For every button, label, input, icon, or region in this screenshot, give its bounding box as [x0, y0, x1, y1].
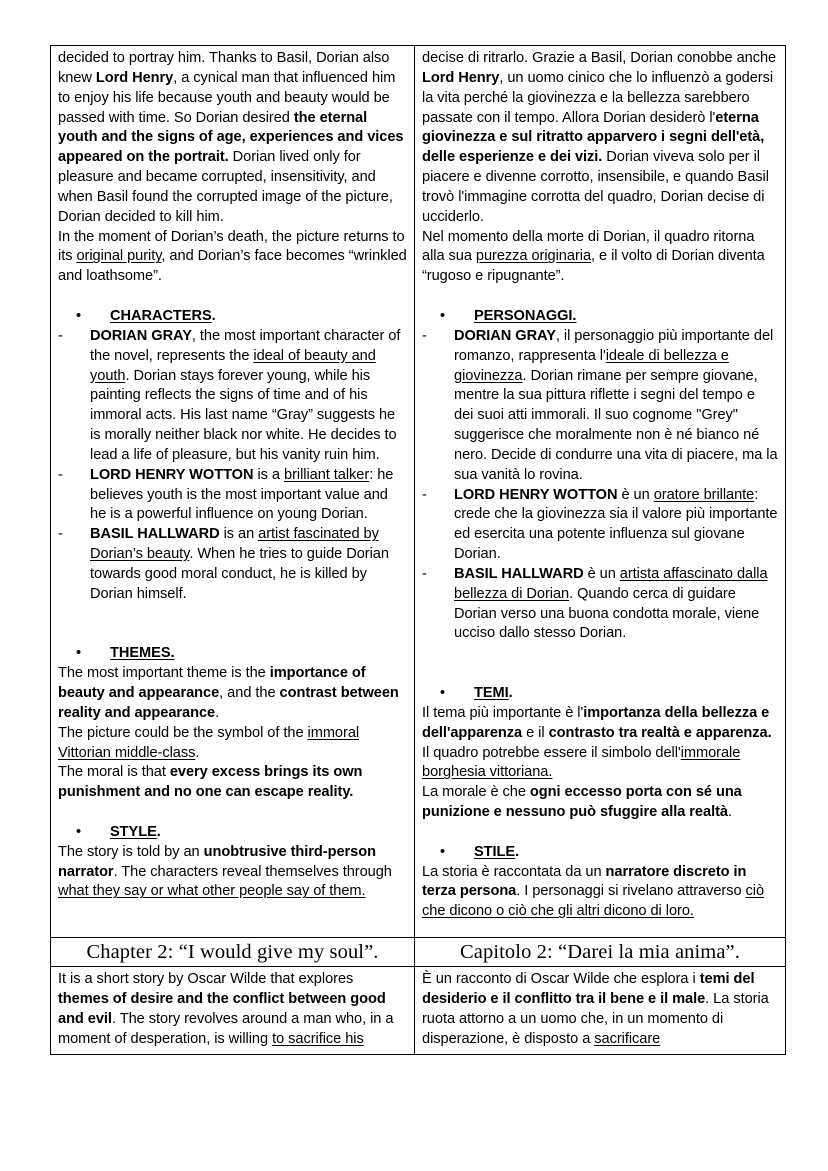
plot-text-2c: , e il volto di Dorian diventa “rugoso e ripugnante”. [422, 248, 765, 285]
characters-heading-period: . [211, 307, 216, 324]
style-paragraph-1 [58, 843, 407, 903]
plot-text-2a: In the moment of Dorian’s death, the picture returns to its [58, 228, 405, 265]
spacer [422, 823, 778, 843]
themes-paragraph-2 [422, 744, 778, 784]
ideal-of-beauty-underline: ideal of beauty and youth [90, 347, 376, 384]
eternal-youth-bold: the eternal youth and the signs of age, experiences and vices appeared on the portrait. [58, 109, 404, 166]
chapter2-text-a: È un racconto di Oscar Wilde che esplora i [422, 971, 700, 988]
eterna-giovinezza-bold: eterna giovinezza e sul ritratto apparvero i segni dell'età, delle esperienze e dei vizi. [422, 109, 765, 166]
ogni-eccesso-bold: ogni eccesso porta con sé una punizione e nessuno può sfuggire alla realtà [422, 784, 742, 821]
plot-text-2a: Nel momento della morte di Dorian, il quadro ritorna alla sua [422, 228, 755, 265]
themes-text-2a: The picture could be the symbol of the [58, 724, 308, 741]
spacer [422, 644, 778, 664]
purezza-originaria-underline: purezza originaria [475, 248, 592, 265]
plot-paragraph-1 [58, 49, 407, 228]
artist-fascinated-underline: artist fascinated by Dorian’s beauty [90, 526, 379, 563]
style-heading-period: . [156, 823, 161, 840]
basil-hallward-text-a: è un [583, 565, 620, 582]
themes-text-2a: Il quadro potrebbe essere il simbolo dell' [422, 744, 681, 761]
bullet-marker-icon: • [440, 685, 446, 701]
themes-paragraph-2 [58, 724, 407, 764]
themes-text-3a: The moral is that [58, 764, 170, 781]
spacer [58, 287, 407, 307]
chapter2-text-a: It is a short story by Oscar Wilde that explores [58, 971, 354, 988]
lord-henry-name: LORD HENRY WOTTON [454, 486, 618, 503]
basil-hallward-text-b: . Quando cerca di guidare Dorian verso una buona condotta morale, viene ucciso dallo stesso Dorian. [454, 585, 760, 642]
artista-affascinato-underline: artista affascinato dalla bellezza di Dorian [454, 565, 768, 602]
plot-text-1a: decise di ritrarlo. Grazie a Basil, Dorian conobbe anche [422, 50, 777, 66]
spacer [422, 664, 778, 684]
bullet-marker-icon: • [440, 843, 446, 860]
stile-heading-period: . [515, 843, 520, 860]
temi-heading-period: . [508, 685, 513, 701]
character-item-lord-henry [422, 486, 778, 565]
themes-section-heading [422, 684, 778, 704]
themes-text-1a: The most important theme is the [58, 665, 270, 682]
chapter2-text-c: . The story revolves around a man who, in a moment of desperation, is willing [58, 1010, 394, 1047]
plot-paragraph-2 [58, 228, 407, 288]
oratore-brillante-underline: oratore brillante [653, 486, 755, 503]
dash-marker-icon: - [422, 486, 427, 503]
sacrificare-underline: sacrificare [594, 1030, 661, 1047]
themes-paragraph-3 [422, 783, 778, 823]
bilingual-comparison-table [50, 45, 786, 1055]
personaggi-heading-text: PERSONAGGI. [474, 307, 577, 324]
dorian-gray-text-b: . Dorian rimane per sempre giovane, mentre la sua pittura riflette i segni del tempo e dei suoi atti immorali. Il suo cognome "Grey" suggerisce che moralmente non è né bianco né nero. Decide di condurre una vita di piacere, ma la sua vanità lo rovina. [454, 367, 778, 483]
character-item-lord-henry [58, 466, 407, 526]
themes-paragraph-1 [58, 664, 407, 724]
importance-beauty-bold: importance of beauty and appearance [58, 665, 366, 701]
lord-henry-text-a: is a [253, 466, 284, 483]
table-cell-italian-chapter2 [415, 967, 786, 1054]
themes-section-heading [58, 644, 407, 664]
narratore-discreto-bold: narratore discreto in terza persona [422, 863, 747, 900]
table-cell-english-chapter2 [51, 967, 415, 1054]
style-text-1c: . I personaggi si rivelano attraverso [516, 883, 746, 900]
themes-text-1c: e il [522, 724, 549, 741]
importanza-bellezza-bold: importanza della bellezza e dell'apparenza [422, 704, 770, 741]
chapter2-text-c: . La storia ruota attorno a un uomo che, in un momento di disperazione, è disposto a [422, 990, 769, 1047]
lord-henry-bold: Lord Henry [95, 69, 174, 86]
lord-henry-text-b: : he believes youth is the most important value and he is a powerful influence on young Dorian. [90, 466, 394, 523]
chapter2-paragraph [422, 970, 778, 1049]
dorian-gray-text-a: , il personaggio più importante del romanzo, rappresenta l' [454, 327, 774, 364]
basil-hallward-name: BASIL HALLWARD [90, 526, 220, 543]
spacer [58, 605, 407, 625]
dash-marker-icon: - [422, 327, 427, 344]
plot-text-1e: Dorian lived only for pleasure and became corrupted, insensitivity, and when Basil found the corrupted image of the picture, Dorian decided to kill him. [58, 149, 393, 225]
plot-text-1c: , a cynical man that influenced him to enjoy his life because youth and beauty would be passed with time. So Dorian desired [58, 69, 396, 126]
dorian-gray-text-b: . Dorian stays forever young, while his painting reflects the signs of time and of his immoral acts. His last name “Gray” suggests he is morally neither black nor white. He decides to lead a life of pleasure, but his vanity ruin him. [90, 367, 397, 463]
lord-henry-text-a: è un [617, 486, 654, 503]
style-section-heading [422, 843, 778, 863]
table-row-chapter-heading [51, 938, 786, 967]
bullet-marker-icon: • [76, 823, 82, 840]
cio-che-dicono-underline: ciò che dicono o ciò che gli altri dicono di loro. [422, 883, 765, 920]
dorian-gray-text-a: , the most important character of the novel, represents the [90, 327, 401, 364]
character-item-dorian-gray [422, 327, 778, 486]
character-item-basil-hallward [58, 525, 407, 604]
chapter-title-english: Chapter 2: “I would give my soul”. [51, 938, 415, 967]
style-section-heading [58, 823, 407, 843]
themes-text-1a: Il tema più importante è l' [422, 704, 584, 721]
stile-heading-text: STILE [474, 843, 516, 860]
table-row-chapter-body [51, 967, 786, 1054]
moral-excess-bold: every excess brings its own punishment and no one can escape reality. [58, 764, 363, 801]
themes-text-1c: , and the [219, 685, 280, 701]
plot-text-1c: , un uomo cinico che lo influenzò a godersi la vita perché la giovinezza e la bellezza sarebbero passate con il tempo. Allora Dorian desiderò l' [422, 69, 774, 126]
english-summary-body [51, 46, 414, 917]
bullet-marker-icon: • [76, 307, 82, 324]
original-purity-underline: original purity [76, 248, 162, 265]
style-text-1a: La storia è raccontata da un [422, 863, 606, 880]
temi-heading-text: TEMI [474, 685, 509, 701]
basil-hallward-name: BASIL HALLWARD [454, 565, 584, 582]
plot-text-1e: Dorian viveva solo per il piacere e divenne corrotto, insensibile, e quando Basil trovò l'immagine corrotta del quadro, Dorian decise di ucciderlo. [422, 149, 769, 225]
brilliant-talker-underline: brilliant talker [284, 466, 370, 483]
spacer [422, 922, 778, 933]
contrasto-realta-bold: contrasto tra realtà e apparenza. [548, 724, 772, 741]
sacrifice-his-underline: to sacrifice his [272, 1030, 364, 1047]
ideale-bellezza-underline: ideale di bellezza e giovinezza [454, 347, 729, 384]
themes-text-2b: . [195, 744, 200, 761]
character-item-basil-hallward [422, 565, 778, 644]
immorale-borghesia-underline: immorale borghesia vittoriana. [422, 744, 741, 781]
characters-section-heading [58, 307, 407, 327]
lord-henry-bold: Lord Henry [422, 69, 500, 86]
character-item-dorian-gray [58, 327, 407, 466]
italian-chapter2-body [415, 967, 785, 1053]
lord-henry-text-b: : crede che la giovinezza sia il valore più importante ed esercita una potente influenza sul giovane Dorian. [454, 486, 778, 563]
spacer [58, 902, 407, 913]
spacer [58, 803, 407, 823]
style-heading-text: STYLE [110, 823, 157, 840]
dash-marker-icon: - [58, 466, 63, 483]
themes-paragraph-1 [422, 704, 778, 744]
style-text-1c: . The characters reveal themselves through [113, 863, 392, 880]
dash-marker-icon: - [422, 565, 427, 582]
themes-text-1e: . [215, 704, 220, 721]
themes-heading-text: THEMES. [110, 645, 175, 662]
dash-marker-icon: - [58, 526, 63, 543]
italian-summary-body [415, 46, 785, 937]
chapter2-paragraph [58, 970, 407, 1049]
dash-marker-icon: - [58, 327, 63, 344]
bullet-marker-icon: • [440, 307, 446, 324]
table-cell-italian-summary [415, 46, 786, 938]
bullet-marker-icon: • [76, 645, 82, 662]
style-text-1a: The story is told by an [58, 843, 204, 860]
spacer [58, 624, 407, 644]
dorian-gray-name: DORIAN GRAY [454, 327, 556, 344]
contrast-reality-bold: contrast between reality and appearance [58, 685, 399, 721]
plot-paragraph-2 [422, 228, 778, 288]
themes-text-3c: . [727, 804, 732, 821]
dorian-gray-name: DORIAN GRAY [90, 327, 192, 344]
plot-text-1a: decided to portray him. Thanks to Basil, Dorian also knew [58, 50, 390, 86]
themes-paragraph-3 [58, 763, 407, 803]
temi-desiderio-bold: temi del desiderio e il conflitto tra il bene e il male [422, 971, 755, 1007]
basil-hallward-text-b: . When he tries to guide Dorian towards good moral conduct, he is killed by Dorian himself. [90, 546, 389, 602]
immoral-victorian-underline: immoral Vittorian middle-class [58, 724, 360, 761]
characters-section-heading [422, 307, 778, 327]
unobtrusive-narrator-bold: unobtrusive third-person narrator [58, 843, 376, 880]
table-cell-english-summary [51, 46, 415, 938]
table-row-summary [51, 46, 786, 938]
spacer [422, 287, 778, 307]
english-chapter2-body [51, 967, 414, 1053]
lord-henry-name: LORD HENRY WOTTON [90, 466, 254, 483]
style-paragraph-1 [422, 863, 778, 923]
basil-hallward-text-a: is an [219, 526, 259, 543]
plot-paragraph-1 [422, 49, 778, 228]
themes-text-3a: La morale è che [422, 784, 530, 801]
themes-desire-bold: themes of desire and the conflict between good and evil [58, 990, 386, 1027]
what-they-say-underline: what they say or what other people say of them. [58, 883, 366, 900]
characters-heading-text: CHARACTERS [110, 307, 212, 324]
plot-text-2c: , and Dorian’s face becomes “wrinkled and loathsome”. [58, 248, 407, 285]
chapter-title-italian: Capitolo 2: “Darei la mia anima”. [415, 938, 786, 967]
